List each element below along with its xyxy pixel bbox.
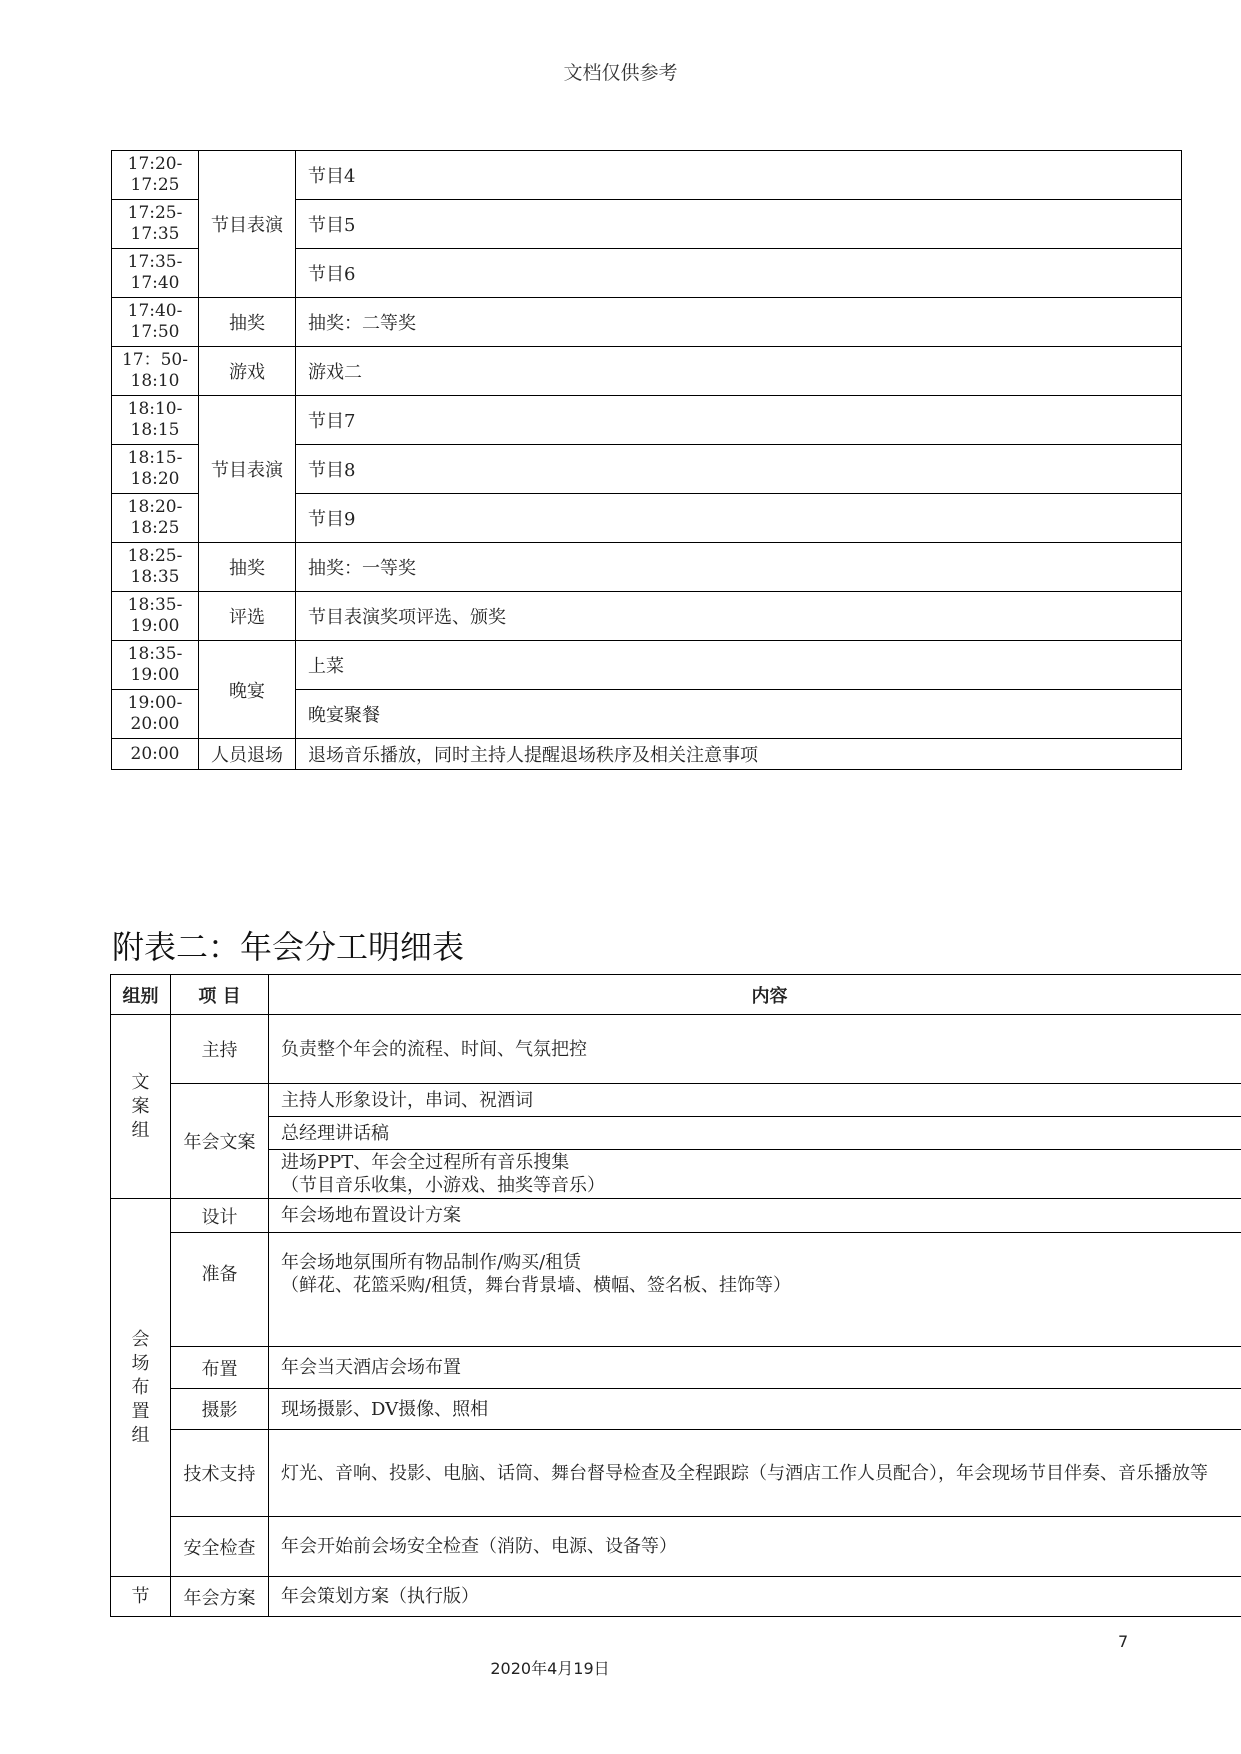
time-cell: 17:40- 17:50 (112, 298, 199, 347)
time-cell: 18:25- 18:35 (112, 543, 199, 592)
content-cell: 游戏二 (296, 347, 1182, 396)
table-row (111, 1150, 1241, 1199)
table-row (112, 641, 1182, 690)
content-cell: 晚宴聚餐 (296, 690, 1182, 739)
table-row (111, 1117, 1241, 1150)
column-header-group: 组别 (111, 975, 171, 1015)
group-cell-jie: 节 (111, 1577, 171, 1617)
table-row (111, 1517, 1241, 1577)
session-cell: 游戏 (199, 347, 296, 396)
content-cell: 年会策划方案（执行版） (269, 1577, 1241, 1617)
time-cell: 17:20- 17:25 (112, 151, 199, 200)
group-cell-huichang: 会 场 布 置 组 (111, 1199, 171, 1577)
table-row (111, 1389, 1241, 1430)
content-cell: 年会场地氛围所有物品制作/购买/租赁 （鲜花、花篮采购/租赁，舞台背景墙、横幅、签名板、挂饰等） (269, 1233, 1241, 1347)
content-cell: 节目5 (296, 200, 1182, 249)
section-title: 附表二：年会分工明细表 (112, 928, 465, 966)
content-cell: 主持人形象设计，串词、祝酒词 (269, 1084, 1241, 1117)
table-row (112, 298, 1182, 347)
session-cell: 抽奖 (199, 543, 296, 592)
table-row (112, 347, 1182, 396)
item-cell: 主持 (171, 1015, 269, 1084)
session-cell: 节目表演 (199, 396, 296, 543)
content-cell: 退场音乐播放，同时主持人提醒退场秩序及相关注意事项 (296, 739, 1182, 770)
content-cell: 抽奖：二等奖 (296, 298, 1182, 347)
division-table (110, 974, 1241, 1617)
content-cell: 上菜 (296, 641, 1182, 690)
table-row (111, 1015, 1241, 1084)
content-cell: 年会开始前会场安全检查（消防、电源、设备等） (269, 1517, 1241, 1577)
content-cell: 负责整个年会的流程、时间、气氛把控 (269, 1015, 1241, 1084)
content-cell: 节目8 (296, 445, 1182, 494)
time-cell: 20:00 (112, 739, 199, 770)
item-cell: 布置 (171, 1347, 269, 1389)
time-cell: 18:10- 18:15 (112, 396, 199, 445)
session-cell: 晚宴 (199, 641, 296, 739)
item-cell: 年会方案 (171, 1577, 269, 1617)
page-number: 7 (1118, 1632, 1129, 1651)
time-cell: 18:15- 18:20 (112, 445, 199, 494)
item-cell: 准备 (171, 1233, 269, 1347)
content-cell: 现场摄影、DV摄像、照相 (269, 1389, 1241, 1430)
content-cell: 年会当天酒店会场布置 (269, 1347, 1241, 1389)
content-cell: 节目4 (296, 151, 1182, 200)
column-header-item: 项 目 (171, 975, 269, 1015)
table-row (111, 1430, 1241, 1517)
time-cell: 18:35- 19:00 (112, 592, 199, 641)
table-row (112, 739, 1182, 770)
session-cell: 抽奖 (199, 298, 296, 347)
time-cell: 19:00- 20:00 (112, 690, 199, 739)
item-cell: 摄影 (171, 1389, 269, 1430)
header-row (111, 975, 1241, 1015)
item-cell: 设计 (171, 1199, 269, 1233)
table-row (111, 1084, 1241, 1117)
column-header-content: 内容 (269, 975, 1241, 1015)
time-cell: 18:35- 19:00 (112, 641, 199, 690)
table-row (112, 592, 1182, 641)
content-cell: 节目表演奖项评选、颁奖 (296, 592, 1182, 641)
table-row (111, 1233, 1241, 1347)
time-cell: 17：50- 18:10 (112, 347, 199, 396)
schedule-table (111, 150, 1182, 770)
item-cell: 安全检查 (171, 1517, 269, 1577)
session-cell: 评选 (199, 592, 296, 641)
session-cell: 人员退场 (199, 739, 296, 770)
page-header: 文档仅供参考 (563, 62, 678, 84)
item-cell: 技术支持 (171, 1430, 269, 1517)
table-row (112, 151, 1182, 200)
table-row (112, 543, 1182, 592)
time-cell: 17:35- 17:40 (112, 249, 199, 298)
content-cell: 年会场地布置设计方案 (269, 1199, 1241, 1233)
group-cell-wenan: 文 案 组 (111, 1015, 171, 1199)
table-row (111, 1199, 1241, 1233)
content-cell: 节目7 (296, 396, 1182, 445)
content-cell: 灯光、音响、投影、电脑、话筒、舞台督导检查及全程跟踪（与酒店工作人员配合），年会现场节目伴奏、音乐播放等 (269, 1430, 1241, 1517)
content-cell: 抽奖：一等奖 (296, 543, 1182, 592)
session-cell: 节目表演 (199, 151, 296, 298)
footer-date: 2020年4月19日 (490, 1659, 610, 1678)
content-cell: 节目6 (296, 249, 1182, 298)
content-cell: 节目9 (296, 494, 1182, 543)
time-cell: 18:20- 18:25 (112, 494, 199, 543)
table-row (111, 1577, 1241, 1617)
item-cell: 年会文案 (171, 1084, 269, 1199)
time-cell: 17:25- 17:35 (112, 200, 199, 249)
content-cell: 进场PPT、年会全过程所有音乐搜集 （节目音乐收集，小游戏、抽奖等音乐） (269, 1150, 1241, 1199)
table-row (111, 1347, 1241, 1389)
table-row (112, 396, 1182, 445)
content-cell: 总经理讲话稿 (269, 1117, 1241, 1150)
